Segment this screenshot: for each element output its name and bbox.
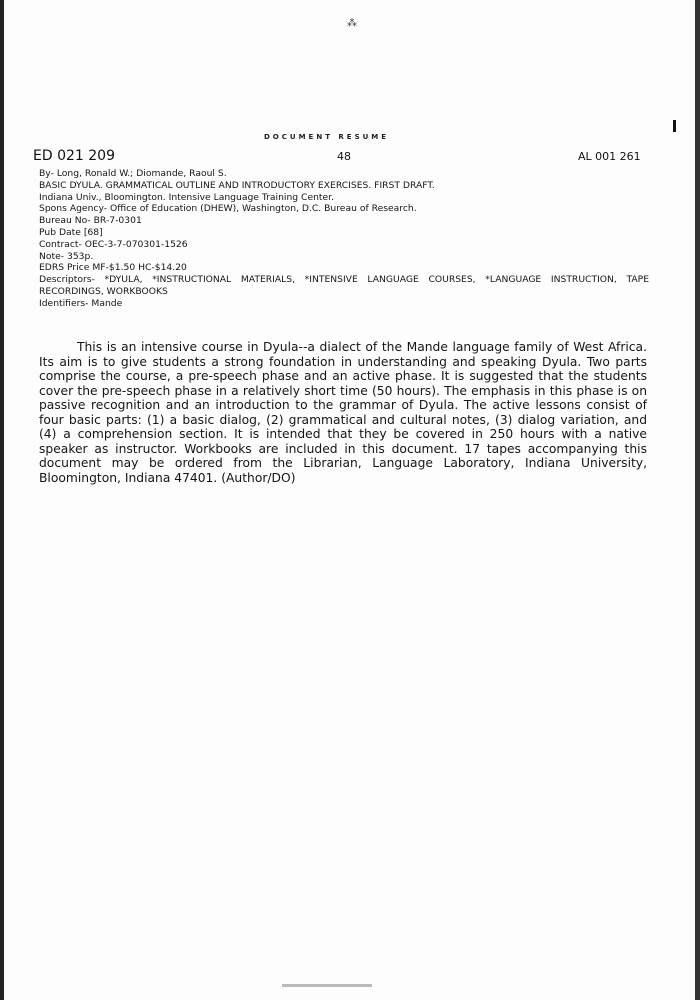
edrs-price-line: EDRS Price MF-$1.50 HC-$14.20 [39, 262, 187, 274]
identifiers-line: Identifiers- Mande [39, 297, 123, 309]
contract-line: Contract- OEC-3-7-070301-1526 [39, 238, 188, 250]
note-line: Note- 353p. [39, 250, 94, 262]
page-mark: ⁂ [347, 18, 357, 29]
title-line: BASIC DYULA. GRAMMATICAL OUTLINE AND INTRODUCTORY EXERCISES. FIRST DRAFT. [39, 179, 435, 191]
doc-count: 48 [337, 150, 351, 163]
metadata-block [39, 168, 649, 310]
bureau-number-line: Bureau No- BR-7-0301 [39, 215, 142, 227]
scan-tick-mark [673, 120, 676, 132]
abstract-paragraph: This is an intensive course in Dyula--a dialect of the Mande language family of West Africa. Its aim is to give students a strong foundation in understanding and speaking Dyula. Two parts comprise the course, a pre-speech phase and an active phase. It is suggested that the students cover the pre-speech phase in a relatively short time (50 hours). The emphasis in this phase is on passive recognition and an introduction to the grammar of Dyula. The active lessons consist of four basic parts: (1) a basic dialog, (2) grammatical and cultural notes, (3) dialog variation, and (4) a comprehension section. It is intended that they be covered in 250 hours with a native speaker as instructor. Workbooks are included in this document. 17 tapes accompanying this document may be ordered from the Librarian, Language Laboratory, Indiana University, Bloomington, Indiana 47401. (Author/DO) [39, 340, 647, 485]
al-number: AL 001 261 [578, 150, 641, 163]
document-header: DOCUMENT RESUME [264, 133, 390, 141]
pub-date-line: Pub Date [68] [39, 226, 103, 238]
institution-line: Indiana Univ., Bloomington. Intensive Language Training Center. [39, 191, 335, 203]
scan-left-edge [0, 0, 4, 1000]
ed-number: ED 021 209 [33, 148, 115, 164]
authors-line: By- Long, Ronald W.; Diomande, Raoul S. [39, 168, 227, 179]
scan-right-edge [695, 0, 700, 1000]
sponsor-line: Spons Agency- Office of Education (DHEW), Washington, D.C. Bureau of Research. [39, 203, 417, 215]
descriptors-line: Descriptors- *DYULA, *INSTRUCTIONAL MATERIALS, *INTENSIVE LANGUAGE COURSES, *LANGUAGE INSTRUCTION, TAPE RECORDINGS, WORKBOOKS [39, 274, 649, 297]
scan-bottom-mark [282, 984, 372, 987]
